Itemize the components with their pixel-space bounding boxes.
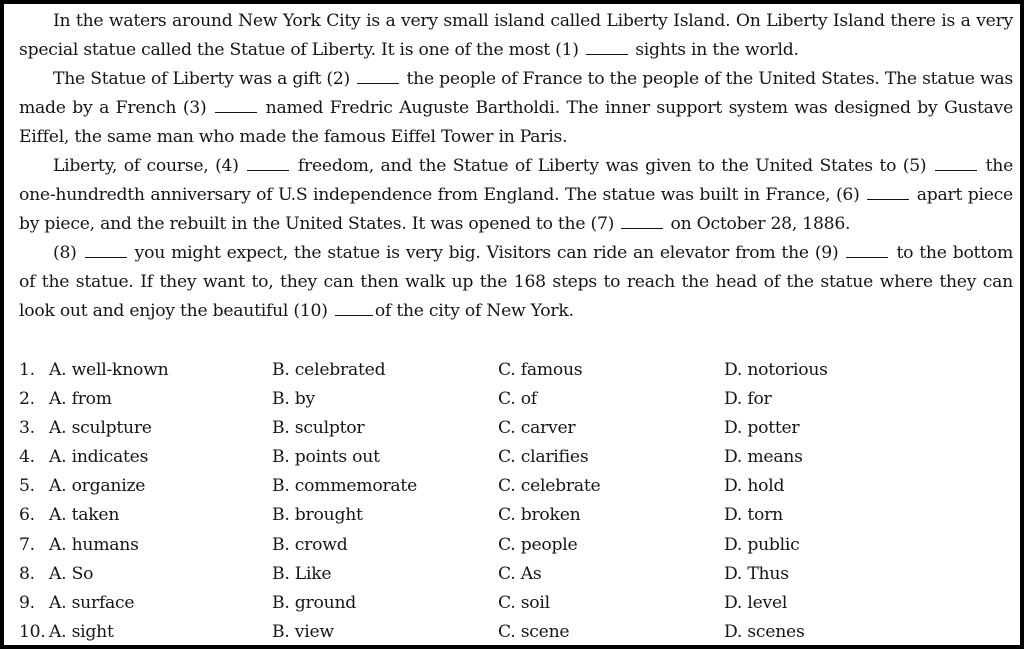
option-d: D. for	[724, 389, 772, 410]
reading-passage	[19, 7, 1013, 326]
option-c: C. of	[498, 389, 537, 410]
question-number: 1.	[19, 360, 35, 380]
blank-1	[586, 39, 628, 55]
option-a: A. well-known	[49, 360, 169, 380]
question-number: 7.	[19, 534, 35, 555]
question-row	[19, 356, 1013, 385]
question-row	[19, 443, 1013, 472]
blank-9	[846, 242, 888, 258]
option-b: B. Like	[272, 563, 332, 584]
option-a: A. surface	[49, 592, 135, 613]
option-c: C. broken	[498, 505, 581, 526]
option-d: D. means	[724, 447, 803, 468]
option-d: D. scenes	[724, 621, 805, 642]
blank-5	[935, 155, 977, 171]
option-d: D. public	[724, 534, 800, 555]
paragraph-3-text-1: Liberty, of course, (4)	[53, 156, 239, 176]
option-d: D. torn	[724, 505, 783, 526]
option-b: B. view	[272, 621, 334, 642]
blank-10	[335, 300, 373, 316]
question-number: 10.	[19, 621, 46, 642]
option-c: C. scene	[498, 621, 570, 642]
question-number: 3.	[19, 418, 35, 439]
paragraph-3-text-4: apart piece by piece, and the rebuilt in the United States. It was opened to the (7)	[19, 185, 1013, 234]
option-d: D. potter	[724, 418, 800, 439]
option-b: B. celebrated	[272, 360, 386, 380]
option-b: B. ground	[272, 592, 357, 613]
paragraph-1-text-1: In the waters around New York City is a very small island called Liberty Island. On Liberty Island there is a very special statue called the Statue of Liberty. It is one of the most (1)	[19, 11, 1013, 60]
option-b: B. commemorate	[272, 476, 417, 497]
option-c: C. clarifies	[498, 447, 589, 468]
paragraph-2-text-2: the people of France to the people of the United States. The statue was made by a French (3)	[19, 69, 1013, 118]
option-d: D. hold	[724, 476, 785, 497]
question-row	[19, 589, 1013, 618]
question-number: 4.	[19, 447, 35, 468]
option-a: A. organize	[49, 476, 146, 497]
worksheet-page	[4, 4, 1020, 645]
question-row	[19, 472, 1013, 501]
question-row	[19, 501, 1013, 530]
option-b: B. crowd	[272, 534, 348, 555]
paragraph-3	[19, 152, 1013, 239]
blank-4	[247, 155, 289, 171]
blank-3	[215, 97, 257, 113]
question-number: 8.	[19, 563, 35, 584]
option-a: A. humans	[49, 534, 139, 555]
paragraph-1	[19, 7, 1013, 65]
paragraph-1-text-2: sights in the world.	[635, 40, 799, 60]
option-a: A. So	[49, 563, 94, 584]
paragraph-3-text-2: freedom, and the Statue of Liberty was given to the United States to (5)	[297, 156, 927, 176]
option-d: D. level	[724, 592, 788, 613]
paragraph-4	[19, 239, 1013, 326]
blank-2	[357, 68, 399, 84]
option-a: A. taken	[49, 505, 120, 526]
option-a: A. indicates	[49, 447, 149, 468]
paragraph-4-text-1: (8)	[53, 243, 77, 263]
option-d: D. notorious	[724, 360, 828, 380]
paragraph-3-text-3: the one-hundredth anniversary of U.S independence from England. The statue was built in France, (6)	[19, 156, 1014, 205]
paragraph-2-text-3: named Fredric Auguste Bartholdi. The inner support system was designed by Gustave Eiffel, the same man who made the famous Eiffel Tower in Paris.	[19, 98, 1014, 147]
question-number: 9.	[19, 592, 35, 613]
question-row	[19, 385, 1013, 414]
blank-8	[85, 242, 127, 258]
option-c: C. people	[498, 534, 578, 555]
option-c: C. soil	[498, 592, 550, 613]
option-b: B. by	[272, 389, 316, 410]
option-a: A. from	[49, 389, 112, 410]
question-number: 2.	[19, 389, 35, 410]
option-b: B. points out	[272, 447, 380, 468]
blank-6	[867, 184, 909, 200]
option-c: C. carver	[498, 418, 576, 439]
question-row	[19, 531, 1013, 560]
option-b: B. sculptor	[272, 418, 365, 439]
question-row	[19, 618, 1013, 645]
option-b: B. brought	[272, 505, 363, 526]
question-number: 5.	[19, 476, 35, 497]
question-number: 6.	[19, 505, 35, 526]
paragraph-2-text-1: The Statue of Liberty was a gift (2)	[53, 69, 351, 89]
paragraph-4-text-3: to the bottom of the statue. If they want to, they can then walk up the 168 steps to reach the head of the statue where they can look out and enjoy the beautiful (10)	[19, 243, 1014, 321]
option-d: D. Thus	[724, 563, 789, 584]
option-a: A. sculpture	[49, 418, 152, 439]
paragraph-3-text-5: on October 28, 1886.	[670, 214, 851, 234]
paragraph-2	[19, 65, 1013, 152]
question-row	[19, 414, 1013, 443]
question-row	[19, 560, 1013, 589]
option-c: C. As	[498, 563, 542, 584]
paragraph-4-text-4: of the city of New York.	[374, 301, 574, 321]
option-c: C. celebrate	[498, 476, 601, 497]
option-c: C. famous	[498, 360, 583, 380]
paragraph-4-text-2: you might expect, the statue is very big. Visitors can ride an elevator from the (9)	[134, 243, 839, 263]
option-a: A. sight	[49, 621, 114, 642]
answer-options	[19, 356, 1013, 645]
blank-7	[621, 213, 663, 229]
